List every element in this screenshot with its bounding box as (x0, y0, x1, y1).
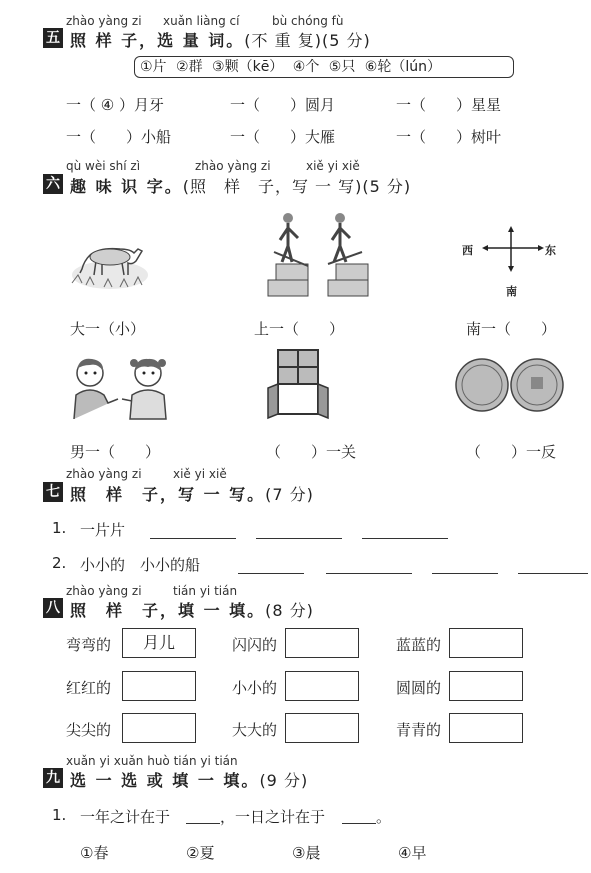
section-7-title-text: 照 样 子，写 一 写。 (70, 485, 266, 504)
section-number-7: 七 (43, 482, 63, 502)
pinyin-xuan-liang-ci: xuǎn liàng cí (163, 14, 240, 28)
reduplicated-label: 闪闪的 (232, 636, 278, 654)
pinyin-bu-chong-fu: bù chóng fù (272, 14, 344, 28)
section-number-6: 六 (43, 174, 63, 194)
answer-box[interactable] (449, 713, 523, 743)
pinyin-zhao-yang-zi: zhào yàng zi (195, 159, 271, 173)
reduplicated-label: 小小的 (232, 679, 278, 697)
section-5-title (70, 28, 371, 51)
section-9-title (70, 768, 308, 791)
option-6: ⑥轮（lún） (364, 59, 441, 75)
section-9-note: (9 分) (259, 771, 309, 790)
answer-line[interactable] (326, 573, 412, 574)
answer-box[interactable] (285, 671, 359, 701)
option-5: ⑤只 (328, 59, 356, 75)
antonym-guan[interactable]: （ ）一关 (266, 443, 357, 461)
answer-box[interactable] (449, 628, 523, 658)
option-2: ②群 (176, 59, 203, 75)
compass-west-label: 西 (462, 244, 473, 257)
measure-item-1: 一（ ④ ）月牙 (66, 96, 164, 114)
option-1: ①片 (140, 59, 167, 75)
section-6-title-text: 趣 味 识 字。 (70, 177, 183, 196)
section-6-note: (照 样 子，写 一 写)(5 分) (182, 177, 412, 196)
stairs-up-down-illustration (268, 212, 368, 298)
section-6-title (70, 174, 411, 197)
antonym-fan[interactable]: （ ）一反 (466, 443, 557, 461)
reduplicated-label: 圆圆的 (396, 679, 442, 697)
q7-1-example: 一片片 (80, 521, 126, 539)
pinyin-qu-wei-shi-zi: qù wèi shí zì (66, 159, 141, 173)
antonym-da: 大一（小） (70, 320, 146, 338)
q7-2-number: 2. (52, 554, 67, 572)
q9-1-number: 1. (52, 806, 67, 824)
measure-item-6[interactable]: 一（ ）树叶 (396, 128, 502, 146)
choice-1[interactable]: ①春 (80, 844, 109, 862)
window-illustration (268, 348, 328, 418)
section-8-note: (8 分) (265, 601, 314, 620)
reduplicated-label: 红红的 (66, 679, 112, 697)
section-5-title-text: 照 样 子，选 量 词。 (70, 31, 245, 50)
pinyin-zhao-yang-zi: zhào yàng zi (66, 467, 142, 481)
boy-girl-illustration (68, 355, 172, 421)
q9-1-part-b: ，一日之计在于 (220, 808, 326, 826)
answer-line[interactable] (256, 538, 342, 539)
answer-line[interactable] (342, 823, 376, 824)
option-4: ④个 (292, 59, 320, 75)
q7-2-example: 小小的 小小的船 (80, 556, 201, 574)
pinyin-xuan-yi-xuan: xuǎn yi xuǎn huò tián yi tián (66, 754, 238, 768)
measure-item-3[interactable]: 一（ ）星星 (396, 96, 502, 114)
measure-item-2[interactable]: 一（ ）圆月 (230, 96, 336, 114)
section-number-5: 五 (43, 28, 63, 48)
answer-box[interactable] (285, 713, 359, 743)
option-3: ③颗（kē） (212, 59, 284, 75)
compass-south-label: 南 (506, 285, 517, 298)
pinyin-xie-yi-xie: xiě yi xiě (173, 467, 227, 481)
answer-line[interactable] (362, 538, 448, 539)
pinyin-zhao-yang-zi: zhào yàng zi (66, 584, 142, 598)
pinyin-xie-yi-xie: xiě yi xiě (306, 159, 360, 173)
reduplicated-label: 大大的 (232, 721, 278, 739)
choice-4[interactable]: ④早 (398, 844, 427, 862)
answer-line[interactable] (518, 573, 588, 574)
measure-word-bank (134, 56, 514, 78)
answer-line[interactable] (432, 573, 498, 574)
answer-box[interactable] (449, 671, 523, 701)
compass-east-label: 东 (545, 244, 556, 257)
antonym-nan[interactable]: 南一（ ） (466, 320, 557, 338)
compass-illustration (478, 226, 548, 276)
coins-illustration (455, 357, 565, 413)
section-7-title (70, 482, 314, 505)
answer-box[interactable] (122, 671, 196, 701)
q7-1-number: 1. (52, 519, 67, 537)
section-8-title-text: 照 样 子，填 一 填。 (70, 601, 266, 620)
measure-item-5[interactable]: 一（ ）大雁 (230, 128, 336, 146)
answer-line[interactable] (238, 573, 304, 574)
section-9-title-text: 选 一 选 或 填 一 填。 (70, 771, 260, 790)
answer-line[interactable] (150, 538, 236, 539)
answer-line[interactable] (186, 823, 220, 824)
reduplicated-label: 蓝蓝的 (396, 636, 442, 654)
choice-3[interactable]: ③晨 (292, 844, 321, 862)
answer-box[interactable] (285, 628, 359, 658)
pinyin-zhao-yang-zi: zhào yàng zi (66, 14, 142, 28)
measure-item-4[interactable]: 一（ ）小船 (66, 128, 172, 146)
section-number-8: 八 (43, 598, 63, 618)
antonym-shang[interactable]: 上一（ ） (254, 320, 345, 338)
example-answer-box: 月儿 (122, 628, 196, 658)
section-7-note: (7 分) (265, 485, 314, 504)
reduplicated-label: 尖尖的 (66, 721, 112, 739)
q9-1-part-c: 。 (376, 808, 392, 826)
reduplicated-label: 青青的 (396, 721, 442, 739)
reduplicated-label: 弯弯的 (66, 636, 112, 654)
antonym-nan-male[interactable]: 男一（ ） (70, 443, 161, 461)
section-8-title (70, 598, 314, 621)
choice-2[interactable]: ②夏 (186, 844, 215, 862)
section-5-note: (不 重 复)(5 分) (244, 31, 371, 50)
section-number-9: 九 (43, 768, 63, 788)
answer-box[interactable] (122, 713, 196, 743)
q9-1-part-a: 一年之计在于 (80, 808, 171, 826)
goat-grazing-illustration (70, 235, 150, 297)
pinyin-tian-yi-tian: tián yi tián (173, 584, 238, 598)
